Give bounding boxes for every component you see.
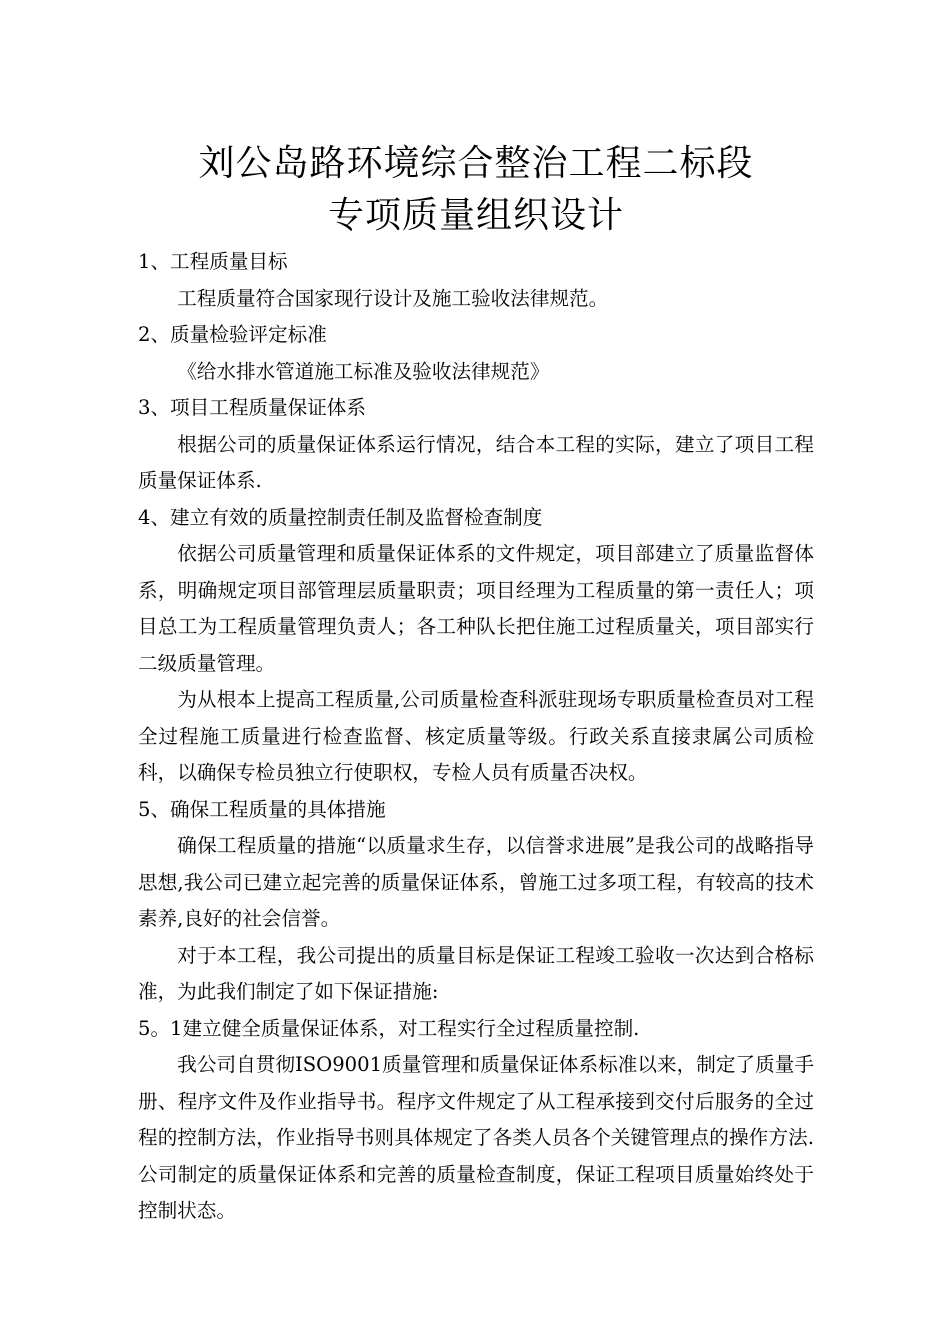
document-title-line-1: 刘公岛路环境综合整治工程二标段 bbox=[198, 143, 754, 184]
section-heading: 3、项目工程质量保证体系 bbox=[138, 396, 366, 419]
paragraph: 根据公司的质量保证体系运行情况，结合本工程的实际，建立了项目工程质量保证体系. bbox=[138, 432, 814, 492]
document-page bbox=[138, 138, 814, 1230]
paragraph: 工程质量符合国家现行设计及施工验收法律规范。 bbox=[177, 286, 609, 310]
section-heading: 5、确保工程质量的具体措施 bbox=[138, 797, 386, 821]
document-title-line-2: 专项质量组织设计 bbox=[327, 195, 624, 236]
document-body bbox=[138, 244, 814, 1230]
paragraph: 依据公司质量管理和质量保证体系的文件规定，项目部建立了质量监督体系，明确规定项目部管理层质量职责；项目经理为工程质量的第一责任人；项目总工为工程质量管理负责人；各工种队长把住施工过程质量关，项目部实行二级质量管理。 bbox=[138, 542, 814, 675]
paragraph: 对于本工程，我公司提出的质量目标是保证工程竣工验收一次达到合格标准，为此我们制定了如下保证措施: bbox=[138, 943, 814, 1003]
section-heading: 4、建立有效的质量控制责任制及监督检查制度 bbox=[138, 505, 543, 529]
paragraph: 我公司自贯彻ISO9001质量管理和质量保证体系标准以来，制定了质量手册、程序文件及作业指导书。程序文件规定了从工程承接到交付后服务的全过程的控制方法，作业指导书则具体规定了各类人员各个关键管理点的操作方法.公司制定的质量保证体系和完善的质量检查制度，保证工程项目质量始终处于控制状态。 bbox=[138, 1053, 814, 1222]
paragraph: 确保工程质量的措施“以质量求生存，以信誉求进展”是我公司的战略指导思想,我公司已建立起完善的质量保证体系，曾施工过多项工程，有较高的技术素养,良好的社会信誉。 bbox=[138, 834, 814, 930]
paragraph: 《给水排水管道施工标准及验收法律规范》 bbox=[177, 359, 550, 383]
section-heading: 5。1建立健全质量保证体系，对工程实行全过程质量控制. bbox=[138, 1016, 640, 1040]
section-heading: 1、工程质量目标 bbox=[138, 250, 288, 273]
paragraph: 为从根本上提高工程质量,公司质量检查科派驻现场专职质量检查员对工程全过程施工质量进行检查监督、核定质量等级。行政关系直接隶属公司质检科，以确保专检员独立行使职权，专检人员有质量否决权。 bbox=[138, 688, 814, 784]
section-heading: 2、质量检验评定标准 bbox=[138, 323, 327, 346]
